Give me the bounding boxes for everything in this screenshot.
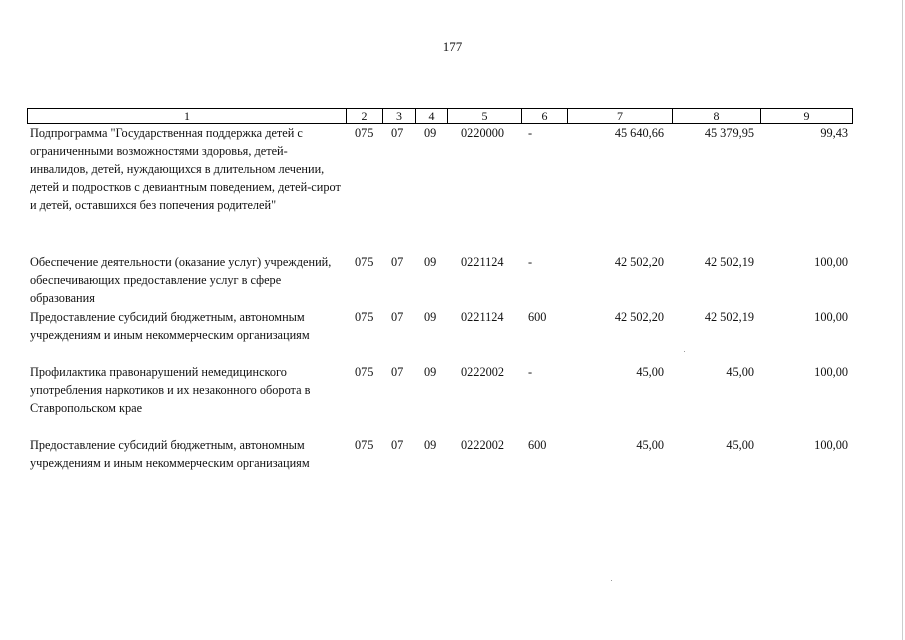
cell-col-8: 42 502,19 bbox=[704, 255, 754, 269]
column-header-7: 7 bbox=[567, 109, 672, 123]
cell-col-4: 09 bbox=[424, 126, 437, 140]
row-name: Подпрограмма "Государственная поддержка детей с ограниченными возможностями здоровья, детей-инвалидов, детей, нуждающихся в длительном лечении, детей и подростков с девиантным поведением, детей-сирот и детей, оставшихся без попечения родителей" bbox=[30, 126, 341, 212]
cell-col-5: 0222002 bbox=[461, 365, 505, 379]
cell-col-9: 100,00 bbox=[814, 255, 848, 269]
cell-col-4: 09 bbox=[424, 365, 437, 379]
cell-col-5: 0221124 bbox=[461, 310, 504, 324]
column-header-4: 4 bbox=[415, 109, 447, 123]
row-name: Предоставление субсидий бюджетным, автономным учреждениям и иным некоммерческим организациям bbox=[30, 310, 310, 342]
cell-col-8: 42 502,19 bbox=[704, 310, 754, 324]
row-name: Предоставление субсидий бюджетным, автономным учреждениям и иным некоммерческим организациям bbox=[30, 438, 310, 470]
scan-speck bbox=[684, 351, 685, 352]
cell-col-6: - bbox=[528, 365, 533, 379]
cell-col-4: 09 bbox=[424, 310, 437, 324]
cell-col-2: 075 bbox=[355, 365, 374, 379]
cell-col-6: 600 bbox=[528, 310, 547, 324]
cell-col-7: 42 502,20 bbox=[614, 255, 664, 269]
cell-col-5: 0221124 bbox=[461, 255, 504, 269]
column-header-3: 3 bbox=[382, 109, 415, 123]
cell-col-3: 07 bbox=[391, 365, 404, 379]
page-number-text: 177 bbox=[442, 39, 463, 54]
cell-col-3: 07 bbox=[391, 255, 404, 269]
cell-col-6: - bbox=[528, 255, 533, 269]
cell-col-9: 100,00 bbox=[814, 438, 848, 452]
cell-col-6: - bbox=[528, 126, 533, 140]
column-header-1: 1 bbox=[184, 109, 190, 123]
cell-col-3: 07 bbox=[391, 438, 404, 452]
column-header-8: 8 bbox=[672, 109, 760, 123]
cell-col-7: 45 640,66 bbox=[614, 126, 664, 140]
cell-col-2: 075 bbox=[355, 310, 374, 324]
cell-col-2: 075 bbox=[355, 438, 374, 452]
column-header-5: 5 bbox=[447, 109, 521, 123]
cell-col-4: 09 bbox=[424, 438, 437, 452]
row-name: Профилактика правонарушений немедицинского употребления наркотиков и их незаконного оборота в Ставропольском крае bbox=[30, 365, 311, 415]
cell-col-5: 0220000 bbox=[461, 126, 505, 140]
cell-col-7: 42 502,20 bbox=[614, 310, 664, 324]
cell-col-6: 600 bbox=[528, 438, 547, 452]
cell-col-7: 45,00 bbox=[636, 365, 664, 379]
scan-speck bbox=[611, 580, 612, 581]
cell-col-8: 45,00 bbox=[726, 438, 754, 452]
table-header-row bbox=[27, 108, 853, 124]
cell-col-9: 100,00 bbox=[814, 365, 848, 379]
cell-col-5: 0222002 bbox=[461, 438, 505, 452]
cell-col-3: 07 bbox=[391, 310, 404, 324]
column-header-2: 2 bbox=[346, 109, 382, 123]
cell-col-9: 100,00 bbox=[814, 310, 848, 324]
cell-col-3: 07 bbox=[391, 126, 404, 140]
row-name: Обеспечение деятельности (оказание услуг) учреждений, обеспечивающих предоставление услуг в сфере образования bbox=[30, 255, 332, 305]
cell-col-4: 09 bbox=[424, 255, 437, 269]
cell-col-8: 45 379,95 bbox=[704, 126, 754, 140]
cell-col-2: 075 bbox=[355, 126, 374, 140]
column-header-6: 6 bbox=[521, 109, 567, 123]
cell-col-9: 99,43 bbox=[820, 126, 848, 140]
page-number bbox=[0, 39, 905, 55]
column-header-9: 9 bbox=[760, 109, 852, 123]
cell-col-2: 075 bbox=[355, 255, 374, 269]
cell-col-8: 45,00 bbox=[726, 365, 754, 379]
page-edge-line bbox=[902, 0, 903, 640]
cell-col-7: 45,00 bbox=[636, 438, 664, 452]
